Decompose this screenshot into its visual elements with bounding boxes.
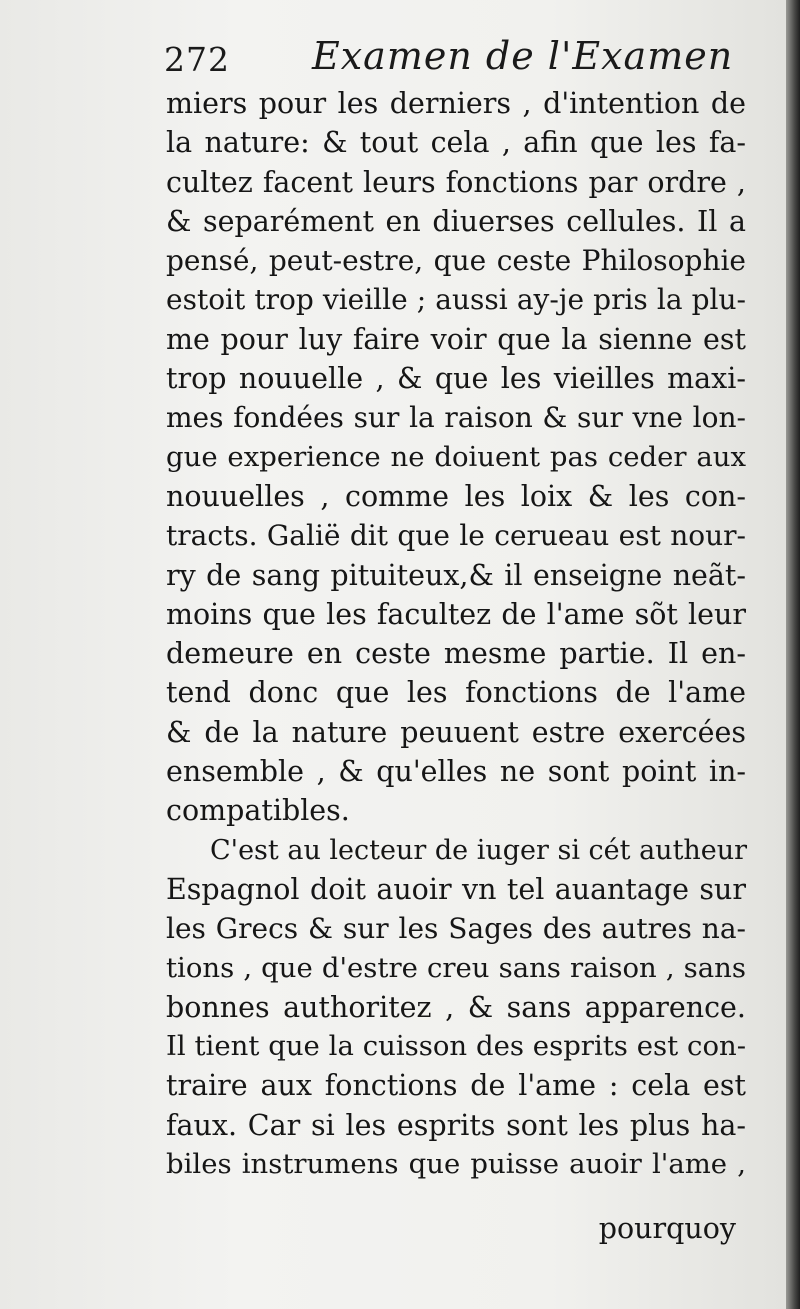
text-line: biles instrumens que puisse auoir l'ame , [166,1148,746,1181]
text-line: Il tient que la cuisson des esprits est con- [166,1030,746,1063]
text-line: me pour luy faire voir que la sienne est [166,322,746,356]
text-line: cultez facent leurs fonctions par ordre , [166,165,746,199]
text-line: ry de sang pituiteux,& il enseigne neãt- [166,558,746,592]
page-header [164,34,744,84]
text-line: tracts. Galië dit que le cerueau est nour- [166,519,746,553]
text-line: gue experience ne doiuent pas ceder aux [166,440,746,473]
text-line: bonnes authoritez , & sans apparence. [166,990,746,1024]
body-text [166,84,746,1184]
text-line: la nature: & tout cela , afin que les fa- [166,126,746,160]
text-line: Espagnol doit auoir vn tel auantage sur [166,872,746,906]
text-line: estoit trop vieille ; aussi ay-je pris la plu- [166,283,746,317]
text-line: & de la nature peuuent estre exercées [166,715,746,749]
text-line: & separément en diuerses cellules. Il a [166,204,746,238]
text-line: faux. Car si les esprits sont les plus ha- [166,1108,746,1142]
text-line: ensemble , & qu'elles ne sont point in- [166,755,746,789]
catchword: pourquoy [598,1212,736,1245]
text-line: moins que les facultez de l'ame sõt leur [166,597,746,631]
text-line: tend donc que les fonctions de l'ame [166,676,746,710]
text-line: nouuelles , comme les loix & les con- [166,479,746,513]
text-line: tions , que d'estre creu sans raison , sans [166,951,746,984]
page-number: 272 [164,40,230,79]
page-edge-shadow [786,0,800,1309]
text-line: C'est au lecteur de iuger si cét autheur [210,834,748,866]
text-line: demeure en ceste mesme partie. Il en- [166,637,746,671]
text-line: miers pour les derniers , d'intention de [166,87,746,120]
text-line: les Grecs & sur les Sages des autres na- [166,912,746,946]
text-line: trop nouuelle , & que les vieilles maxi- [166,362,746,396]
running-title: Examen de l'Examen [312,34,734,78]
text-line: compatibles. [166,794,350,828]
text-line: traire aux fonctions de l'ame : cela est [166,1069,746,1103]
text-line: mes fondées sur la raison & sur vne lon- [166,401,746,435]
text-line: pensé, peut-estre, que ceste Philosophie [166,244,746,278]
